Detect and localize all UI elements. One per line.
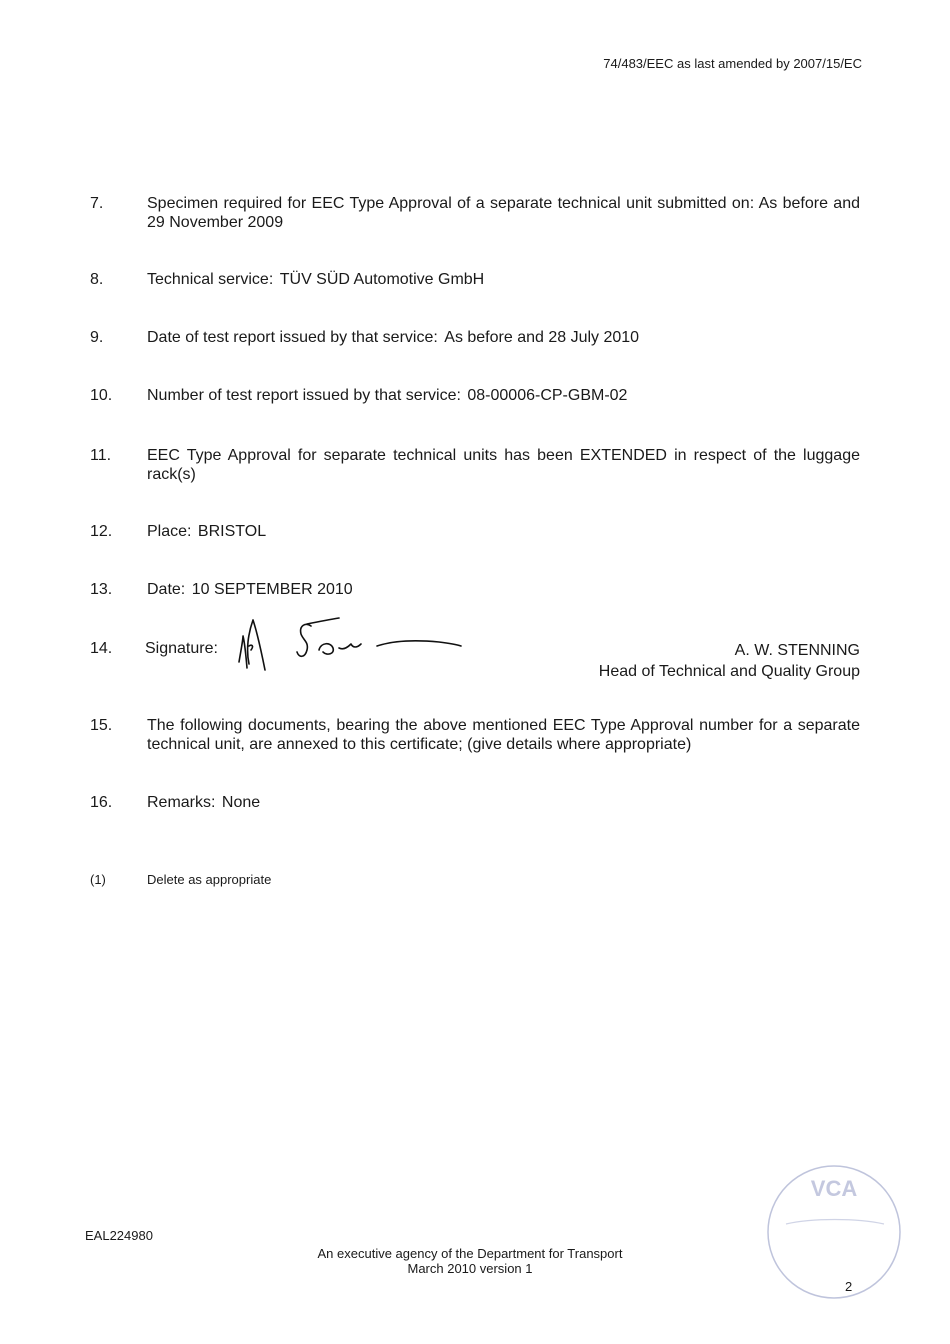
item-number: 13.: [90, 581, 113, 598]
item-number: 11.: [90, 447, 112, 464]
item-15: [90, 716, 860, 754]
footnote-number: (1): [90, 872, 106, 887]
item-number: 9.: [90, 329, 104, 346]
item-number: 7.: [90, 195, 104, 212]
item-label: Date of test report issued by that service:: [147, 329, 438, 346]
item-text: The following documents, bearing the above mentioned EEC Type Approval number for a separate technical unit, are annexed to this certificate; (give details where appropriate): [147, 717, 860, 753]
item-7: [90, 194, 860, 232]
document-reference: 74/483/EEC as last amended by 2007/15/EC: [603, 56, 862, 71]
item-number: 15.: [90, 717, 113, 734]
item-label: Technical service:: [147, 271, 274, 288]
item-label: Date:: [147, 581, 186, 598]
footnote-text: Delete as appropriate: [147, 872, 272, 887]
stamp-text: VCA: [810, 1176, 858, 1201]
page-number: 2: [845, 1279, 853, 1294]
item-label: Place:: [147, 523, 192, 540]
item-10: [90, 386, 860, 405]
footer-agency-block: [300, 1246, 640, 1276]
handwritten-signature: [235, 614, 475, 684]
item-number: 12.: [90, 523, 113, 540]
vca-stamp: [762, 1162, 907, 1302]
document-code: EAL224980: [85, 1228, 153, 1243]
signer-name: A. W. STENNING: [734, 642, 860, 659]
item-16: [90, 793, 860, 812]
item-8: [90, 270, 860, 289]
signer-title: Head of Technical and Quality Group: [598, 663, 860, 680]
item-14-signature: [90, 636, 860, 682]
item-number: 14.: [90, 640, 113, 657]
footnote: [90, 870, 860, 889]
item-11: [90, 446, 860, 484]
item-label: Number of test report issued by that service:: [147, 387, 461, 404]
signature-label: Signature:: [145, 640, 218, 657]
item-value: None: [221, 794, 261, 811]
item-number: 8.: [90, 271, 104, 288]
item-text: Specimen required for EEC Type Approval of a separate technical unit submitted on: As before and 29 November 2009: [147, 195, 860, 231]
item-12: [90, 522, 860, 541]
item-number: 16.: [90, 794, 113, 811]
item-value: TÜV SÜD Automotive GmbH: [279, 271, 485, 288]
version-line: March 2010 version 1: [407, 1261, 533, 1276]
item-text: EEC Type Approval for separate technical units has been EXTENDED in respect of the luggage rack(s): [147, 447, 860, 483]
item-9: [90, 328, 860, 347]
item-value: 08-00006-CP-GBM-02: [467, 387, 628, 404]
item-value: As before and 28 July 2010: [444, 329, 640, 346]
item-value: 10 SEPTEMBER 2010: [191, 581, 353, 598]
item-13: [90, 580, 860, 599]
item-number: 10.: [90, 387, 113, 404]
agency-line: An executive agency of the Department for Transport: [317, 1246, 623, 1261]
item-value: BRISTOL: [197, 523, 267, 540]
item-label: Remarks:: [147, 794, 216, 811]
